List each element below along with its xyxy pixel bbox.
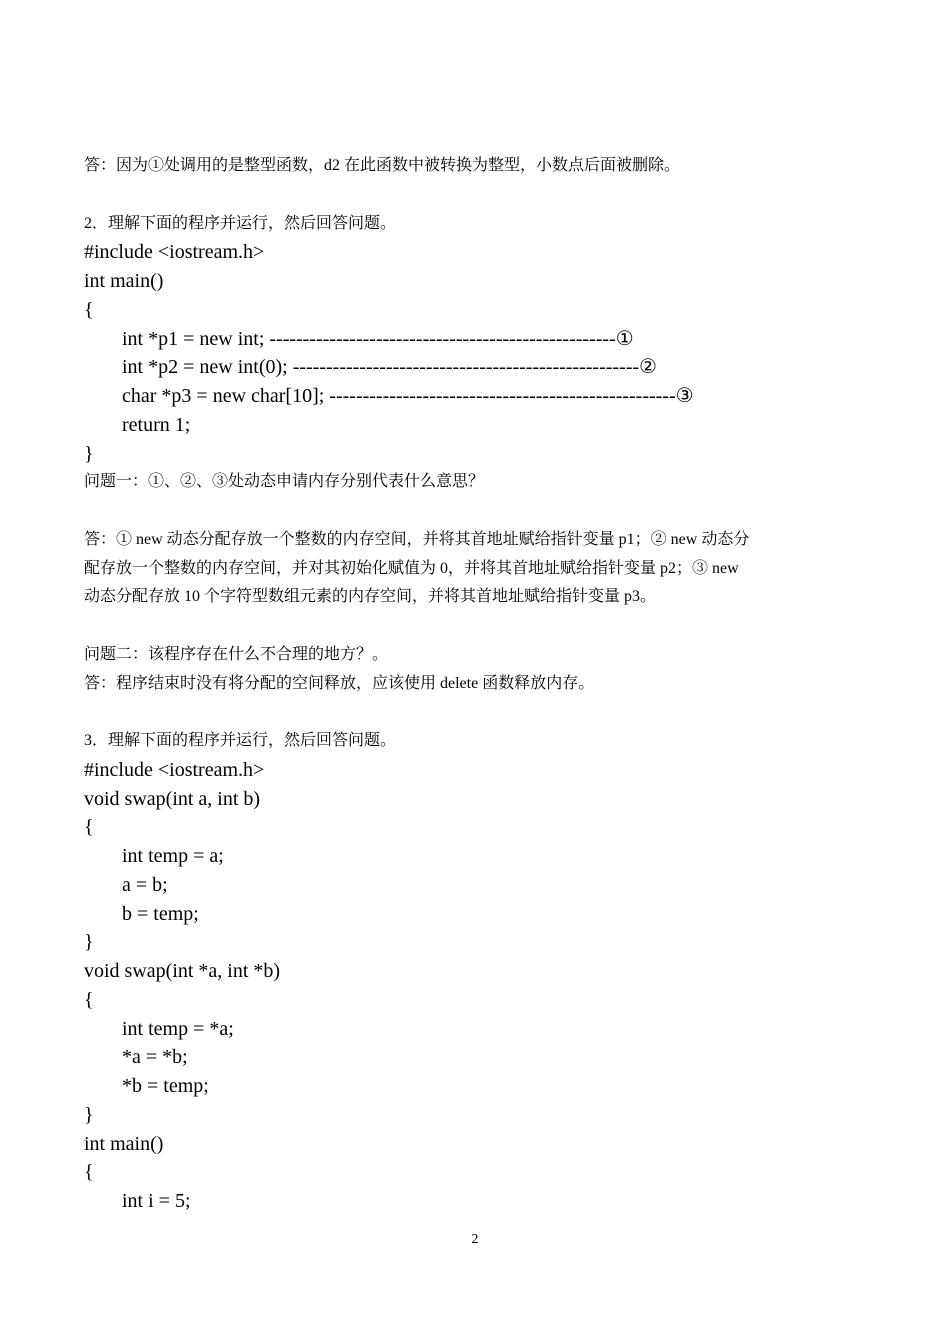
code-line: {	[84, 298, 94, 321]
code-line: }	[84, 1103, 94, 1126]
code-line: int i = 5;	[122, 1190, 191, 1212]
code-line: int *p1 = new int; ----------------------------------------------------①	[122, 327, 634, 350]
code-line: int temp = *a;	[122, 1017, 234, 1040]
code-line: int *p2 = new int(0); ----------------------------------------------------②	[122, 356, 657, 379]
answer-line: 配存放一个整数的内存空间，并对其初始化赋值为 0，并将其首地址赋给指针变量 p2；③ new	[84, 559, 739, 577]
answer-line: 动态分配存放 10 个字符型数组元素的内存空间，并将其首地址赋给指针变量 p3。	[84, 588, 657, 606]
answer-line: 答：① new 动态分配存放一个整数的内存空间，并将其首地址赋给指针变量 p1；② new 动态分	[84, 530, 750, 548]
code-line: return 1;	[122, 413, 191, 436]
q2-answer-2: 答：程序结束时没有将分配的空间释放，应该使用 delete 函数释放内存。	[84, 674, 595, 692]
blank-line	[84, 181, 874, 210]
code-line: int main()	[84, 270, 164, 292]
code-line: *a = *b;	[122, 1046, 188, 1069]
code-line: b = temp;	[122, 902, 199, 925]
q2-question-1: 问题一：①、②、③处动态申请内存分别代表什么意思？	[84, 473, 485, 491]
code-line: }	[84, 442, 94, 465]
code-line: int temp = a;	[122, 845, 224, 867]
blank-line	[84, 497, 874, 526]
blank-line	[84, 698, 874, 727]
code-line: void swap(int *a, int *b)	[84, 960, 281, 982]
blank-line	[84, 612, 874, 641]
code-line: int main()	[84, 1132, 164, 1155]
q2-question-2: 问题二：该程序存在什么不合理的地方？。	[84, 645, 389, 663]
code-line: char *p3 = new char[10]; ----------------------------------------------------③	[122, 385, 694, 407]
page-content	[84, 152, 874, 1216]
code-line: #include <iostream.h>	[84, 758, 265, 781]
code-line: a = b;	[122, 873, 168, 896]
answer-1: 答：因为①处调用的是整型函数，d2 在此函数中被转换为整型，小数点后面被删除。	[84, 157, 681, 174]
q3-heading: 3．理解下面的程序并运行，然后回答问题。	[84, 732, 397, 749]
page-number: 2	[471, 1232, 479, 1247]
code-line: }	[84, 931, 94, 954]
q2-answer-1	[84, 526, 874, 612]
code-line: {	[84, 988, 94, 1011]
code-line: {	[84, 816, 94, 839]
code-line: {	[84, 1161, 94, 1184]
q2-heading: 2．理解下面的程序并运行，然后回答问题。	[84, 214, 397, 232]
code-line: void swap(int a, int b)	[84, 787, 261, 810]
code-line: #include <iostream.h>	[84, 241, 265, 264]
q2-code-block	[84, 238, 874, 468]
q3-code-block	[84, 756, 874, 1216]
code-line: *b = temp;	[122, 1075, 209, 1097]
